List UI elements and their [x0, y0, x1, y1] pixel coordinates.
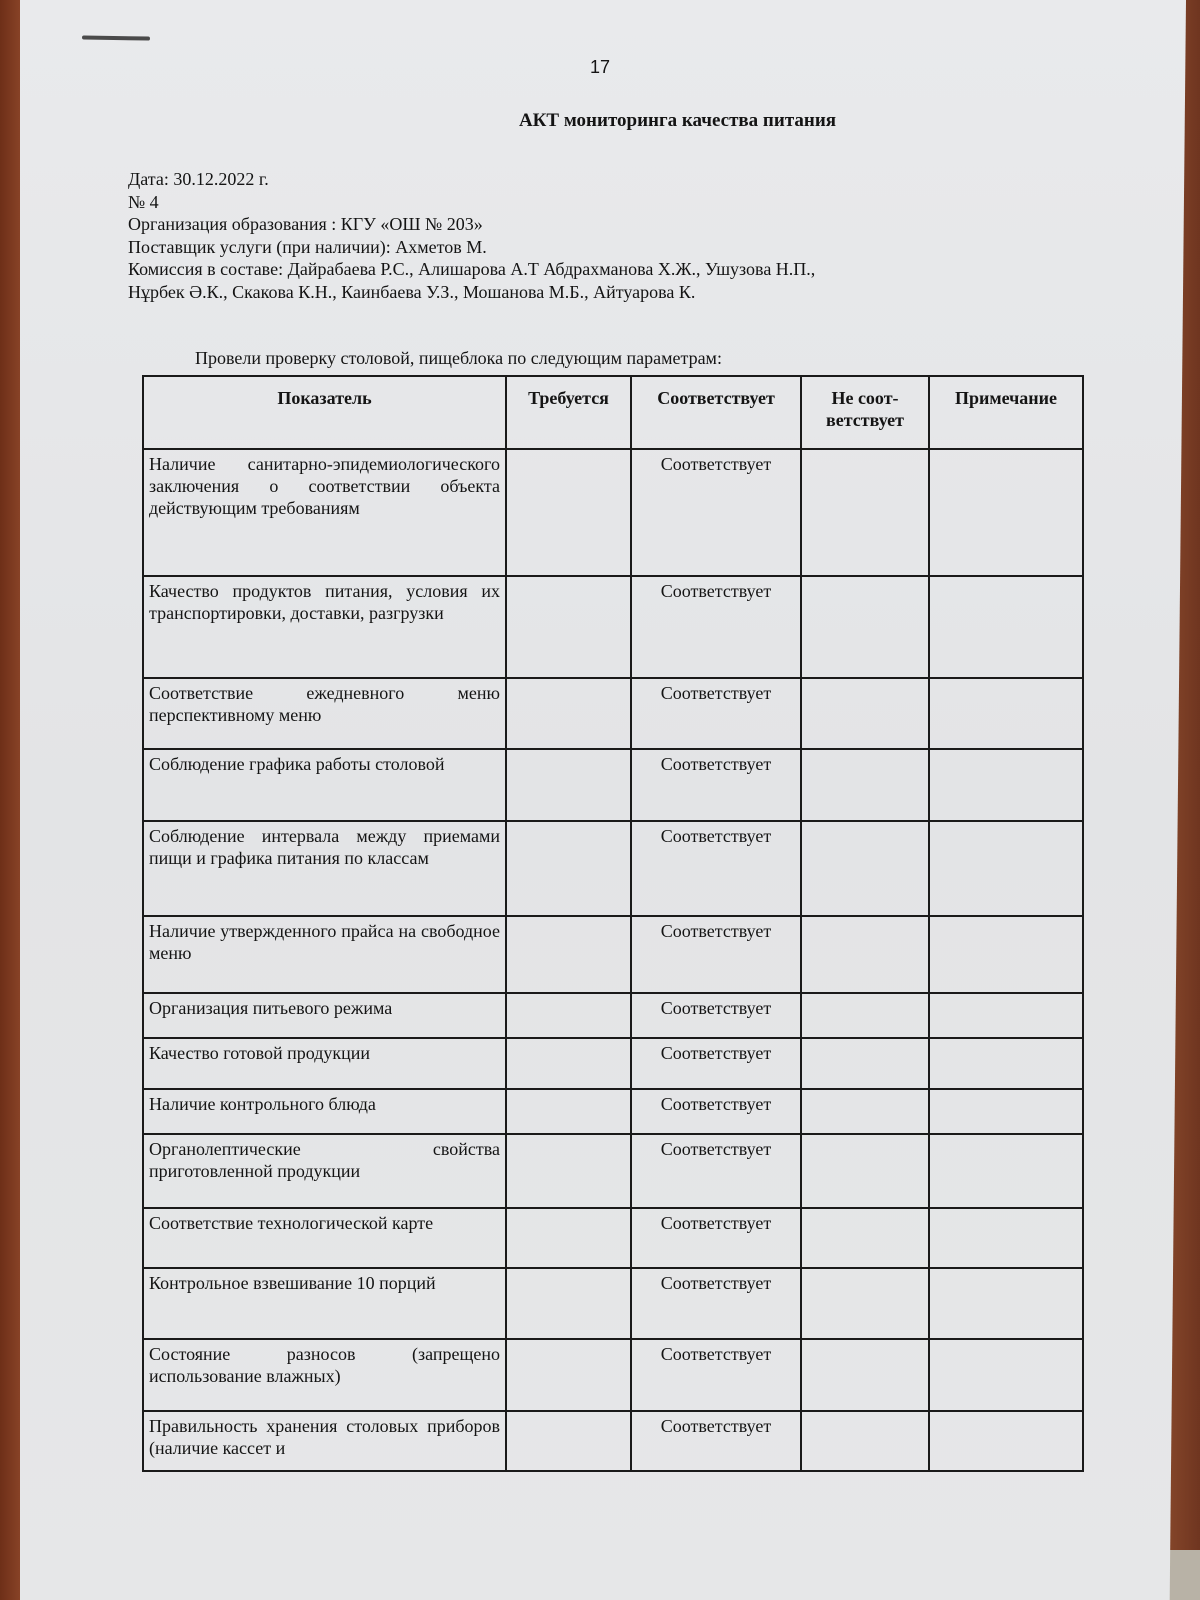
cell-note	[929, 993, 1083, 1038]
cell-complies: Соответствует	[631, 1089, 801, 1134]
table-row	[143, 1134, 1083, 1208]
cell-required	[506, 449, 631, 576]
cell-not-complies	[801, 821, 929, 916]
cell-required	[506, 1339, 631, 1411]
table-row	[143, 1339, 1083, 1411]
meta-date: Дата: 30.12.2022 г.	[128, 169, 269, 189]
cell-complies: Соответствует	[631, 576, 801, 678]
cell-note	[929, 916, 1083, 993]
cell-required	[506, 1208, 631, 1268]
cell-not-complies	[801, 749, 929, 821]
meta-organization: Организация образования : КГУ «ОШ № 203»	[128, 214, 483, 234]
table-row	[143, 1038, 1083, 1089]
cell-required	[506, 1038, 631, 1089]
cell-complies: Соответствует	[631, 678, 801, 749]
cell-required	[506, 1134, 631, 1208]
cell-note	[929, 1038, 1083, 1089]
cell-required	[506, 821, 631, 916]
cell-indicator: Соответствие ежедневного меню перспективному меню	[143, 678, 506, 749]
document-title-wrap	[0, 110, 910, 132]
table-row	[143, 1208, 1083, 1268]
cell-indicator: Органолептические свойства приготовленной продукции	[143, 1134, 506, 1208]
cell-note	[929, 1134, 1083, 1208]
meta-number: № 4	[128, 191, 159, 212]
cell-complies: Соответствует	[631, 1134, 801, 1208]
cell-not-complies	[801, 1089, 929, 1134]
cell-note	[929, 1208, 1083, 1268]
cell-indicator: Соответствие технологической карте	[143, 1208, 506, 1268]
cell-indicator: Соблюдение интервала между приемами пищи и графика питания по классам	[143, 821, 506, 916]
table-row	[143, 1411, 1083, 1471]
inspection-table	[142, 375, 1084, 1472]
cell-note	[929, 821, 1083, 916]
cell-indicator: Наличие санитарно-эпидемиологического заключения о соответствии объекта действующим требованиям	[143, 449, 506, 576]
cell-required	[506, 576, 631, 678]
cell-not-complies	[801, 576, 929, 678]
document-title: АКТ мониторинга качества питания	[518, 110, 837, 131]
cell-note	[929, 449, 1083, 576]
table-body	[143, 449, 1083, 1471]
cell-required	[506, 1089, 631, 1134]
cell-note	[929, 1089, 1083, 1134]
cell-complies: Соответствует	[631, 1411, 801, 1471]
table-row	[143, 449, 1083, 576]
cell-not-complies	[801, 449, 929, 576]
table-row	[143, 1268, 1083, 1339]
cell-not-complies	[801, 1268, 929, 1339]
cell-indicator: Правильность хранения столовых приборов (наличие кассет и	[143, 1411, 506, 1471]
cell-indicator: Состояние разносов (запрещено использование влажных)	[143, 1339, 506, 1411]
page-number: 17	[589, 57, 611, 77]
cell-complies: Соответствует	[631, 821, 801, 916]
cell-not-complies	[801, 1038, 929, 1089]
header-not-complies: Не соот-ветствует	[801, 376, 929, 449]
cell-indicator: Качество продуктов питания, условия их транспортировки, доставки, разгрузки	[143, 576, 506, 678]
intro-text: Провели проверку столовой, пищеблока по следующим параметрам:	[195, 348, 722, 368]
table-row	[143, 821, 1083, 916]
cell-note	[929, 678, 1083, 749]
header-indicator: Показатель	[143, 376, 506, 449]
cell-complies: Соответствует	[631, 1339, 801, 1411]
cell-required	[506, 1268, 631, 1339]
table-row	[143, 749, 1083, 821]
cell-note	[929, 576, 1083, 678]
meta-supplier: Поставщик услуги (при наличии): Ахметов М.	[128, 236, 487, 257]
cell-required	[506, 993, 631, 1038]
table-row	[143, 678, 1083, 749]
cell-indicator: Контрольное взвешивание 10 порций	[143, 1268, 506, 1339]
cell-not-complies	[801, 1411, 929, 1471]
cell-note	[929, 1411, 1083, 1471]
cell-note	[929, 1339, 1083, 1411]
cell-note	[929, 1268, 1083, 1339]
cell-not-complies	[801, 993, 929, 1038]
background-wood-left	[0, 0, 22, 1600]
header-complies: Соответствует	[631, 376, 801, 449]
cell-complies: Соответствует	[631, 1208, 801, 1268]
staple-mark	[82, 35, 150, 40]
cell-complies: Соответствует	[631, 1268, 801, 1339]
table-row	[143, 916, 1083, 993]
cell-indicator: Соблюдение графика работы столовой	[143, 749, 506, 821]
cell-indicator: Организация питьевого режима	[143, 993, 506, 1038]
cell-required	[506, 1411, 631, 1471]
table-row	[143, 576, 1083, 678]
cell-not-complies	[801, 916, 929, 993]
cell-required	[506, 916, 631, 993]
document-meta	[128, 168, 1078, 303]
header-note: Примечание	[929, 376, 1083, 449]
cell-not-complies	[801, 1208, 929, 1268]
cell-indicator: Наличие утвержденного прайса на свободное меню	[143, 916, 506, 993]
header-required: Требуется	[506, 376, 631, 449]
cell-not-complies	[801, 1339, 929, 1411]
table-header-row	[143, 376, 1083, 449]
cell-not-complies	[801, 678, 929, 749]
cell-complies: Соответствует	[631, 749, 801, 821]
cell-complies: Соответствует	[631, 449, 801, 576]
cell-indicator: Наличие контрольного блюда	[143, 1089, 506, 1134]
cell-complies: Соответствует	[631, 916, 801, 993]
cell-note	[929, 749, 1083, 821]
table-row	[143, 993, 1083, 1038]
meta-commission-line-1: Комиссия в составе: Дайрабаева Р.С., Алишарова А.Т Абдрахманова Х.Ж., Ушузова Н.П.,	[128, 259, 816, 279]
cell-complies: Соответствует	[631, 1038, 801, 1089]
cell-not-complies	[801, 1134, 929, 1208]
table-row	[143, 1089, 1083, 1134]
cell-required	[506, 749, 631, 821]
meta-commission-line-2: Нұрбек Ә.К., Скакова К.Н., Каинбаева У.З., Мошанова М.Б., Айтуарова К.	[128, 281, 696, 302]
cell-complies: Соответствует	[631, 993, 801, 1038]
cell-indicator: Качество готовой продукции	[143, 1038, 506, 1089]
cell-required	[506, 678, 631, 749]
